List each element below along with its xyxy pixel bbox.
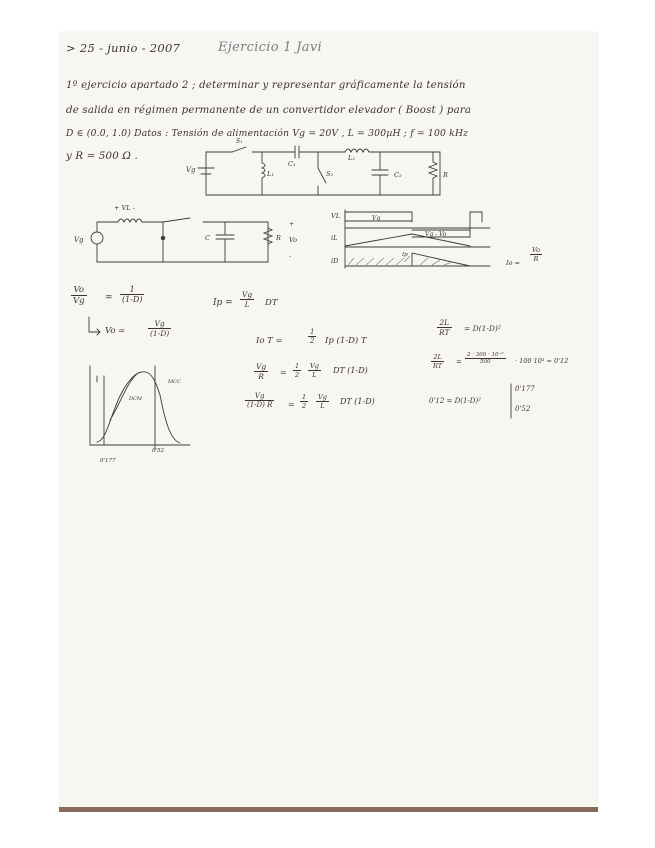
eq-vg-1dr: $\frac{Vg}{(1-D) R}$ <box>247 392 273 409</box>
c2-c-label: C <box>205 234 210 242</box>
wave-vl-label: VL <box>331 212 341 220</box>
c2-r-label: R <box>276 234 281 242</box>
c2-vo-label: Vo <box>289 236 298 244</box>
exercise-title: Ejercicio 1 Javi <box>218 40 322 55</box>
statement-line-2: de salida en régimen permanente de un convertidor elevador ( Boost ) para <box>66 105 472 116</box>
eq-vg-l-1: $\frac{Vg}{L}$ <box>310 362 319 379</box>
eq-root-2: 0'52 <box>515 405 531 413</box>
statement-line-3: D ∈ (0.0, 1.0) Datos : Tensión de alimentación Vg = 20V , L = 300µH ; f = 100 kHz <box>66 128 469 139</box>
eq-half-3: $\frac{1}{2}$ <box>302 393 307 410</box>
wave-io-eq-lhs: Io = <box>506 259 520 267</box>
eq-equals-4: = <box>456 358 462 366</box>
eq-2l-rt-2: $\frac{2L}{RT}$ <box>433 353 443 370</box>
eq-ip-expr: Ip (1-D) T <box>325 336 367 346</box>
graph-dcm-label: DCM <box>129 396 142 402</box>
eq-calc-rhs: · 100 10³ = 0'12 <box>515 357 569 365</box>
eq-half-2: $\frac{1}{2}$ <box>295 362 300 379</box>
wave-vg-minus-vo: Vg - Vo <box>425 231 447 238</box>
wave-id-label: iD <box>331 257 339 265</box>
eq-equals-1: = <box>105 293 113 303</box>
date-heading: > 25 - junio - 2007 <box>66 41 181 55</box>
eq-d-1d2: = D(1-D)² <box>464 324 501 333</box>
c2-vg-label: Vg <box>74 236 84 244</box>
eq-root-1: 0'177 <box>515 385 535 393</box>
statement-line-1: 1º ejercicio apartado 2 ; determinar y representar gráficamente la tensión <box>66 80 466 91</box>
eq-dt-1d: DT (1-D) <box>340 397 375 406</box>
c1-l1-label: L₁ <box>267 170 274 178</box>
c2-vl-label: + VL - <box>114 204 135 212</box>
eq-2l-rt-1: $\frac{2L}{RT}$ <box>439 318 450 337</box>
c1-c1-label: C₁ <box>288 160 296 168</box>
eq-vo-vg: $\frac{Vo}{Vg}$ <box>73 285 85 306</box>
eq-one-over-1d: $\frac{1}{(1-D)}$ <box>122 285 143 304</box>
c1-s1-label: S₁ <box>236 138 243 145</box>
eq-result: 0'12 = D(1-D)² <box>429 397 481 405</box>
eq-equals-3: = <box>288 400 295 409</box>
eq-vg-l-expr: DT (1-D) <box>333 366 368 375</box>
eq-vo-fraction: $\frac{Vg}{(1-D)}$ <box>150 319 170 338</box>
c1-c2-label: C₂ <box>394 171 402 179</box>
eq-ip-fraction: $\frac{Vg}{L}$ <box>242 290 253 309</box>
eq-calc-fraction: $\frac{\text{2 · 300 · 10⁻⁶}}{500}$ <box>467 352 504 365</box>
wave-io-fraction: $\frac{Vo}{R}$ <box>532 246 541 263</box>
graph-mcc-label: MCC <box>168 379 181 385</box>
eq-ip-dt: DT <box>265 298 278 308</box>
eq-vg-r: $\frac{Vg}{R}$ <box>256 362 267 381</box>
eq-equals-2: = <box>280 368 287 377</box>
c2-plus: + <box>289 221 295 228</box>
statement-line-4: y R = 500 Ω . <box>66 151 138 162</box>
c1-vg-label: Vg <box>186 166 196 174</box>
wave-il-label: iL <box>331 234 338 242</box>
graph-x2-label: 0'52 <box>152 448 165 454</box>
c1-r-label: R <box>443 171 448 179</box>
eq-io-t: Io T = <box>256 336 283 346</box>
eq-ip-lhs: Ip = <box>213 298 233 308</box>
eq-half-1: $\frac{1}{2}$ <box>310 328 315 345</box>
graph-x1-label: 0'177 <box>100 458 116 464</box>
c1-l2-label: L₂ <box>348 154 355 162</box>
wave-vg-box: Vg <box>372 215 381 222</box>
eq-vo-lhs: Vo = <box>105 326 126 336</box>
c1-s2-label: S₂ <box>326 170 334 178</box>
eq-vg-l-2: $\frac{Vg}{L}$ <box>318 393 327 410</box>
c2-minus: - <box>289 253 292 260</box>
wave-ip-label: Ip <box>402 252 408 258</box>
